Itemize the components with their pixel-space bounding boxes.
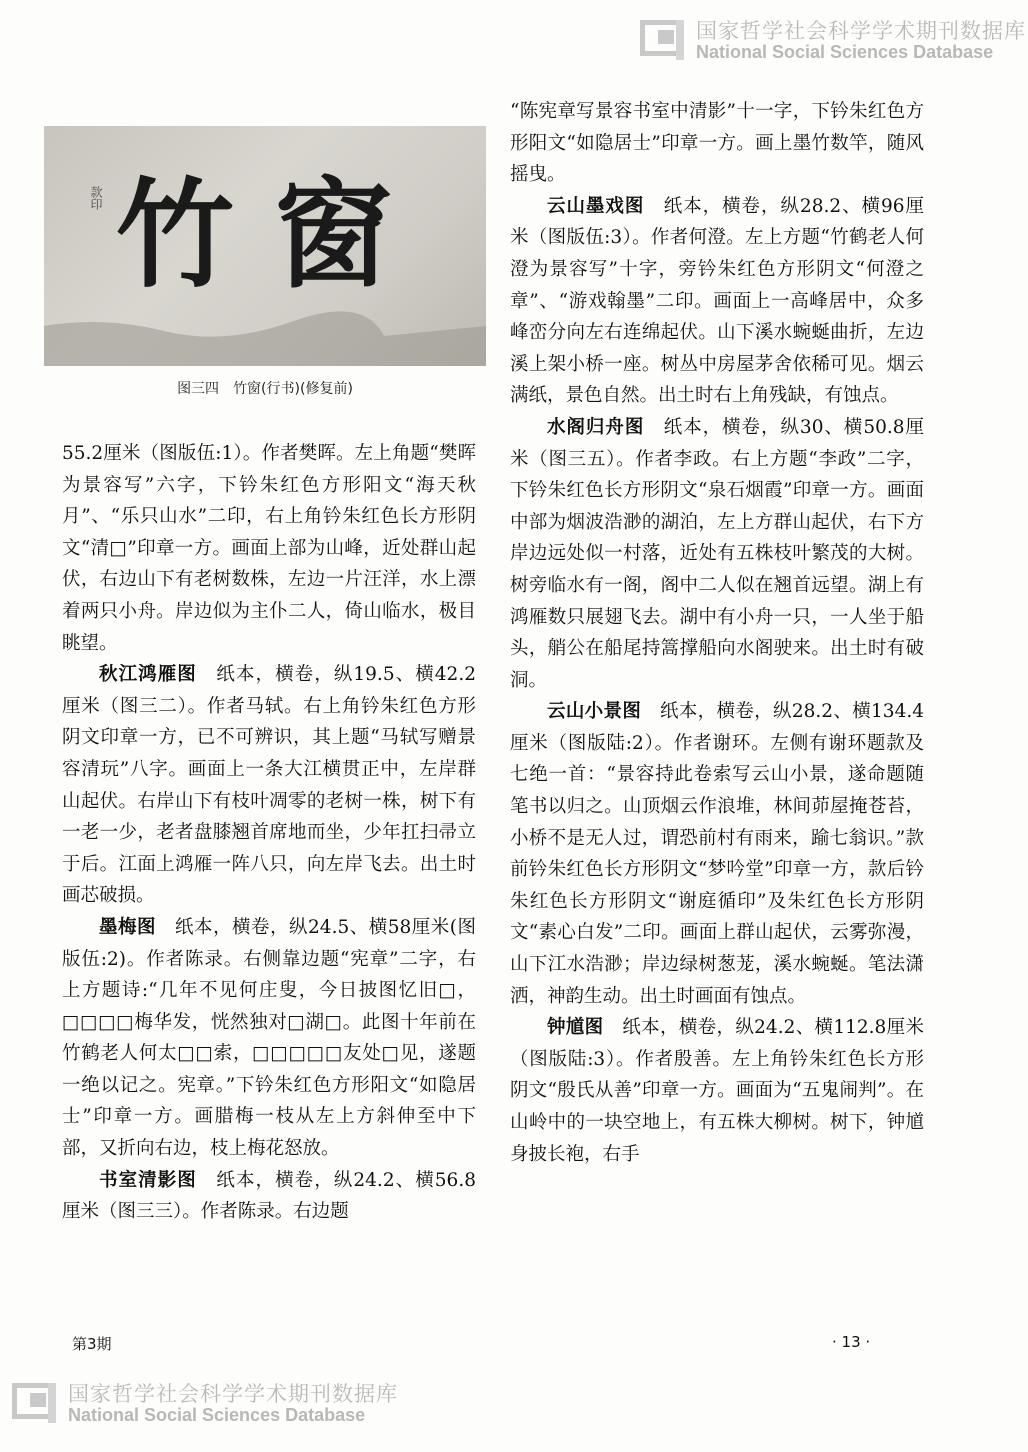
paragraph (510, 191, 924, 412)
paragraph-text: 纸本，横卷，纵30、横50.8厘米（图三五）。作者李政。右上方题“李政”二字，下钤朱红色长方形阴文“泉石烟霞”印章一方。画面中部为烟波浩渺的湖泊，左上方群山起伏，右下方岸边远处似一村落，近处有五株枝叶繁茂的大树。树旁临水有一阁，阁中二人似在翘首远望。湖上有鸿雁数只展翅飞去。湖中有小舟一只，一人坐于船头，艄公在船尾持篙撑船向水阁驶来。出土时有破洞。 (510, 416, 924, 691)
painting-title: 墨梅图 (99, 916, 157, 938)
issue-number: 第3期 (72, 1335, 112, 1353)
calligraphy-figure (44, 126, 486, 366)
paragraph-text: 纸本，横卷，纵28.2、横96厘米（图版伍:3）。作者何澄。左上方题“竹鹤老人何澄为景容写”十字，旁钤朱红色方形阴文“何澄之章”、“游戏翰墨”二印。画面上一高峰居中，众多峰峦分向左右连绵起伏。山下溪水蜿蜒曲折，左边溪上架小桥一座。树丛中房屋茅舍依稀可见。烟云满纸，景色自然。出土时右上角残缺，有蚀点。 (510, 195, 924, 407)
watermark-cn-text: 国家哲学社会科学学术期刊数据库 (68, 1382, 398, 1406)
calligraphy-chars: 竹窗 (115, 165, 433, 304)
left-text-column (62, 438, 476, 1228)
paragraph-text: 纸本，横卷，纵28.2、横134.4厘米（图版陆:2）。作者谢环。左侧有谢环题款及七绝一首：“景容持此卷索写云山小景，遂命题随笔书以归之。山顶烟云作浪堆，林间茆屋掩苍苔，小桥不是无人过，谓恐前村有雨来，踰七翁识。”款前钤朱红色长方形阴文“梦吟堂”印章一方，款后钤朱红色长方形阴文“谢庭循印”及朱红色长方形阴文“素心白发”二印。画面上群山起伏，云雾弥漫，山下江水浩渺；岸边绿树葱茏，溪水蜿蜒。笔法潇洒，神韵生动。出土时画面有蚀点。 (510, 701, 924, 1007)
watermark-top (640, 20, 1026, 63)
paragraph (510, 96, 924, 191)
paragraph-text: 55.2厘米（图版伍:1）。作者樊晖。左上角题“樊晖为景容写”六字，下钤朱红色方形阳文“海天秋月”、“乐只山水”二印，右上角钤朱红色长方形阴文“清□”印章一方。画面上部为山峰，近处群山起伏，右边山下有老树数株，左边一片汪洋，水上漂着两只小舟。岸边似为主仆二人，倚山临水，极目眺望。 (62, 443, 476, 654)
right-text-column (510, 96, 924, 1170)
paragraph-text: 纸本，横卷，纵24.5、横58厘米(图版伍:2)。作者陈录。右侧靠边题“宪章”二字，右上方题诗:“几年不见何庄叟，今日披图忆旧□，□□□□梅华发，恍然独对□湖□。此图十年前在竹鹤老人何太□□索，□□□□□友处□见，遂题一绝以记之。宪章。”下钤朱红色方形阳文“如隐居士”印章一方。画腊梅一枝从左上方斜伸至中下部，又折向右边，枝上梅花怒放。 (62, 916, 476, 1160)
watermark-bottom (12, 1383, 398, 1426)
painting-title: 水阁归舟图 (547, 416, 645, 438)
database-logo-icon (12, 1383, 62, 1425)
page-number: · 13 · (832, 1333, 871, 1351)
paragraph (62, 912, 476, 1165)
painting-title: 云山小景图 (547, 701, 642, 723)
database-logo-icon (640, 20, 690, 62)
painting-title: 钟馗图 (547, 1017, 604, 1039)
paragraph (510, 696, 924, 1012)
paragraph (510, 1012, 924, 1170)
paragraph (62, 438, 476, 659)
paragraph (62, 1165, 476, 1228)
painting-title: 云山墨戏图 (547, 195, 645, 217)
paragraph (510, 412, 924, 696)
paragraph-text: 纸本，横卷，纵19.5、横42.2厘米（图三二）。作者马轼。右上角钤朱红色方形阴文印章一方，已不可辨识，其上题“马轼写赠景容清玩”八字。画面上一条大江横贯正中，左岸群山起伏。右岸山下有枝叶凋零的老树一株，树下有一老一少，老者盘膝翘首席地而坐，少年扛扫帚立于后。江面上鸿雁一阵八只，向左岸飞去。出土时画芯破损。 (62, 664, 476, 907)
painting-title: 书室清影图 (99, 1169, 197, 1191)
painting-title: 秋江鸿雁图 (99, 664, 197, 686)
figure-caption: 图三四 竹窗(行书)(修复前) (177, 381, 353, 397)
paragraph-text: “陈宪章写景容书室中清影”十一字，下钤朱红色方形阳文“如隐居士”印章一方。画上墨竹数竿，随风摇曳。 (510, 101, 924, 186)
watermark-en-text: National Social Sciences Database (696, 42, 994, 63)
watermark-cn-text: 国家哲学社会科学学术期刊数据库 (696, 19, 1026, 43)
paragraph (62, 659, 476, 912)
watermark-en-text: National Social Sciences Database (68, 1405, 366, 1426)
paragraph-text: 纸本，横卷，纵24.2、横56.8厘米（图三三）。作者陈录。右边题 (62, 1169, 476, 1223)
paragraph-text: 纸本，横卷，纵24.2、横112.8厘米（图版陆:3）。作者殷善。左上角钤朱红色长方形阴文“殷氏从善”印章一方。画面为“五鬼闹判”。在山岭中的一块空地上，有五株大柳树。树下，钟馗身披长袍，右手 (510, 1017, 924, 1165)
svg-text:款印: 款印 (89, 186, 103, 210)
